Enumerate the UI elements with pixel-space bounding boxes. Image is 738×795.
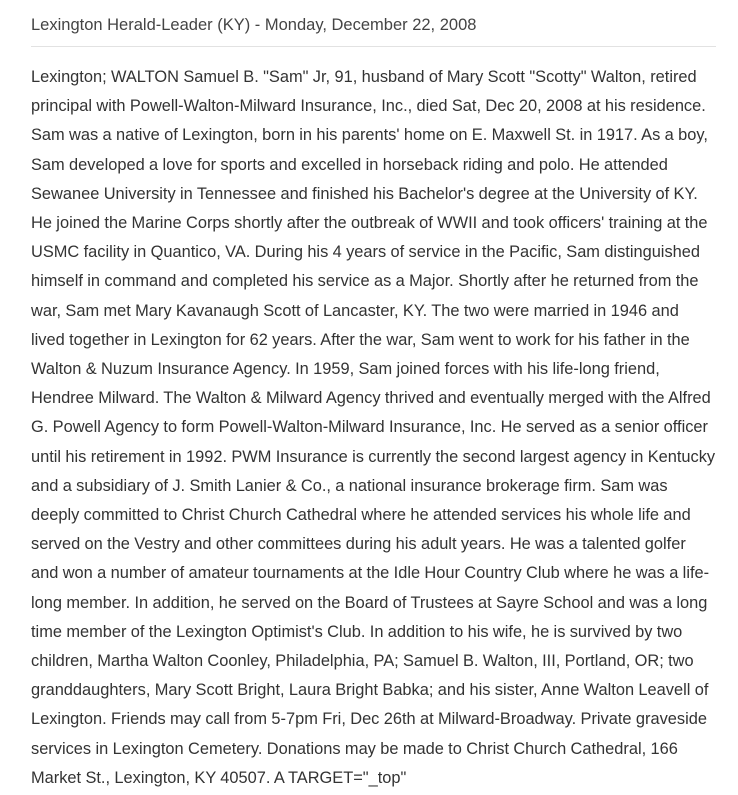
obituary-page <box>31 0 716 793</box>
obituary-body-text: Lexington; WALTON Samuel B. "Sam" Jr, 91, husband of Mary Scott "Scotty" Walton, retired principal with Powell-Walton-Milward Insurance, Inc., died Sat, Dec 20, 2008 at his residence. Sam was a native of Lexington, born in his parents' home on E. Maxwell St. in 1917. As a boy, Sam developed a love for sports and excelled in horseback riding and polo. He attended Sewanee University in Tennessee and finished his Bachelor's degree at the University of KY. He joined the Marine Corps shortly after the outbreak of WWII and took officers' training at the USMC facility in Quantico, VA. During his 4 years of service in the Pacific, Sam distinguished himself in command and completed his service as a Major. Shortly after he returned from the war, Sam met Mary Kavanaugh Scott of Lancaster, KY. The two were married in 1946 and lived together in Lexington for 62 years. After the war, Sam went to work for his father in the Walton & Nuzum Insurance Agency. In 1959, Sam joined forces with his life-long friend, Hendree Milward. The Walton & Milward Agency thrived and eventually merged with the Alfred G. Powell Agency to form Powell-Walton-Milward Insurance, Inc. He served as a senior officer until his retirement in 1992. PWM Insurance is currently the second largest agency in Kentucky and a subsidiary of J. Smith Lanier & Co., a national insurance brokerage firm. Sam was deeply committed to Christ Church Cathedral where he attended services his whole life and served on the Vestry and other committees during his adult years. He was a talented golfer and won a number of amateur tournaments at the Idle Hour Country Club where he was a life-long member. In addition, he served on the Board of Trustees at Sayre School and was a long time member of the Lexington Optimist's Club. In addition to his wife, he is survived by two children, Martha Walton Coonley, Philadelphia, PA; Samuel B. Walton, III, Portland, OR; two granddaughters, Mary Scott Bright, Laura Bright Babka; and his sister, Anne Walton Leavell of Lexington. Friends may call from 5-7pm Fri, Dec 26th at Milward-Broadway. Private graveside services in Lexington Cemetery. Donations may be made to Christ Church Cathedral, 166 Market St., Lexington, KY 40507. A TARGET="_top" <box>31 68 716 787</box>
newspaper-source-header: Lexington Herald-Leader (KY) - Monday, December 22, 2008 <box>31 0 716 47</box>
